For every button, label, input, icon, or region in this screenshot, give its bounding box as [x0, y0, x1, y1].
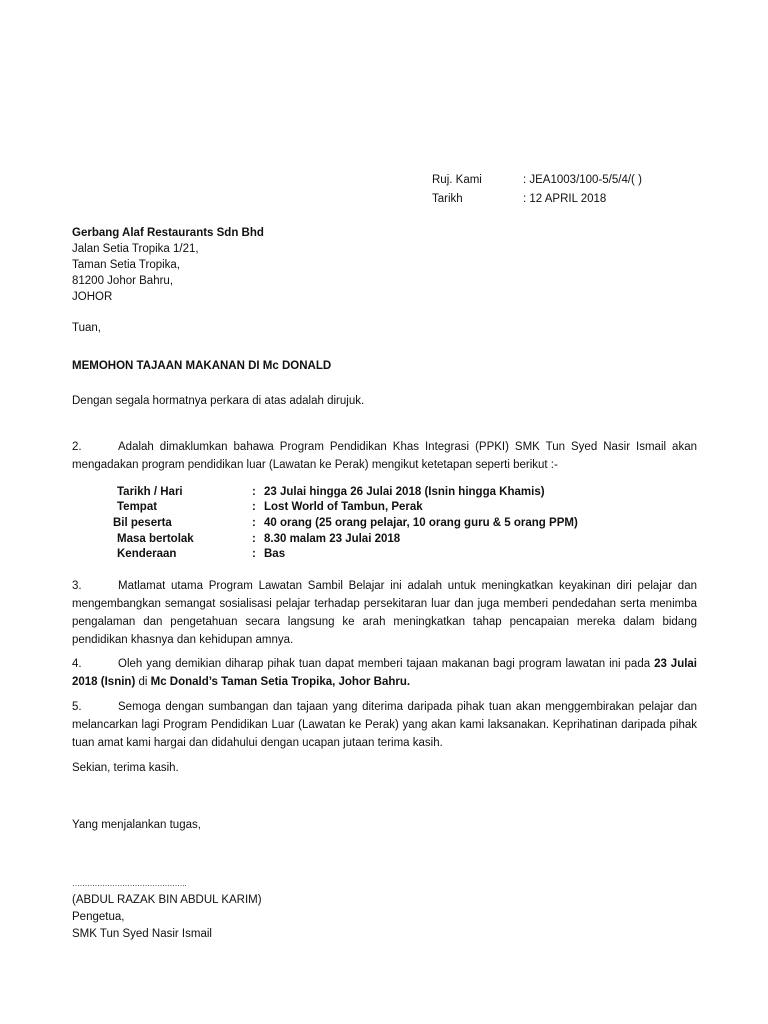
recipient-address-line: Jalan Setia Tropika 1/21,: [72, 243, 199, 255]
paragraph-3: [72, 577, 697, 649]
detail-label: Kenderaan: [117, 548, 177, 560]
detail-separator: :: [252, 548, 256, 560]
paragraph-4: [72, 655, 697, 691]
paragraph-number: 3.: [72, 580, 82, 592]
paragraph-text: Adalah dimaklumkan bahawa Program Pendidikan Khas Integrasi (PPKI) SMK Tun Syed Nasir Ismail akan mengadakan program pendidikan luar (Lawatan ke Perak) mengikut ketetapan seperti berikut :-: [72, 441, 697, 471]
event-date: 23 Julai 2018 (Isnin): [72, 658, 698, 688]
intro-paragraph: Dengan segala hormatnya perkara di atas adalah dirujuk.: [72, 395, 365, 407]
paragraph-number: 5.: [72, 701, 82, 713]
paragraph-text: Semoga dengan sumbangan dan tajaan yang diterima daripada pihak tuan akan menggembirakan pelajar dan melancarkan lagi Program Pendidikan Luar (Lawatan ke Perak) yang akan kami laksanakan. Keprihatinan daripada pihak tuan amat kami hargai dan didahului dengan ucapan jutaan terima kasih.: [72, 701, 697, 749]
detail-value: Bas: [264, 548, 286, 560]
paragraph-number: 4.: [72, 658, 82, 670]
ref-label: Ruj. Kami: [432, 174, 482, 186]
detail-value: 8.30 malam 23 Julai 2018: [264, 533, 401, 545]
recipient-address-line: JOHOR: [72, 291, 113, 303]
detail-row: [113, 515, 578, 531]
detail-separator: :: [252, 501, 256, 513]
salutation: Tuan,: [72, 322, 101, 334]
ref-value: : JEA1003/100-5/5/4/( ): [523, 174, 642, 186]
closing-line: Sekian, terima kasih.: [72, 762, 179, 774]
detail-separator: :: [252, 486, 256, 498]
letter-subject: MEMOHON TAJAAN MAKANAN DI Mc DONALD: [72, 360, 332, 372]
recipient-company: Gerbang Alaf Restaurants Sdn Bhd: [72, 227, 264, 239]
date-label: Tarikh: [432, 193, 463, 205]
paragraph-text: di: [135, 676, 151, 688]
signature-dotted-line: ……………………………………….: [72, 879, 187, 888]
detail-label: Tempat: [117, 501, 158, 513]
signatory-school: SMK Tun Syed Nasir Ismail: [72, 928, 212, 940]
detail-separator: :: [252, 517, 256, 529]
recipient-address-line: Taman Setia Tropika,: [72, 259, 181, 271]
signoff-line: Yang menjalankan tugas,: [72, 819, 201, 831]
detail-separator: :: [252, 533, 256, 545]
paragraph-number: 2.: [72, 441, 82, 453]
detail-label: Tarikh / Hari: [117, 486, 183, 498]
event-venue: Mc Donald’s Taman Setia Tropika, Johor Bahru.: [150, 676, 411, 688]
detail-row: [117, 546, 285, 562]
signatory-title: Pengetua,: [72, 911, 125, 923]
paragraph-text: Oleh yang demikian diharap pihak tuan dapat memberi tajaan makanan bagi program lawatan ini pada: [118, 658, 655, 670]
signatory-name: (ABDUL RAZAK BIN ABDUL KARIM): [72, 894, 262, 906]
paragraph-2: [72, 438, 697, 474]
detail-label: Masa bertolak: [117, 533, 194, 545]
detail-value: Lost World of Tambun, Perak: [264, 501, 423, 513]
detail-value: 40 orang (25 orang pelajar, 10 orang guru & 5 orang PPM): [264, 517, 578, 529]
detail-row: [117, 531, 400, 547]
paragraph-5: [72, 698, 697, 752]
detail-row: [117, 499, 423, 515]
detail-row: [117, 484, 545, 500]
detail-value: 23 Julai hingga 26 Julai 2018 (Isnin hingga Khamis): [264, 486, 545, 498]
paragraph-text: Matlamat utama Program Lawatan Sambil Belajar ini adalah untuk meningkatkan keyakinan diri pelajar dan mengembangkan semangat sosialisasi pelajar terhadap persekitaran luar dan juga memberi pendedahan serta menimba pengalaman dan pengetahuan secara langsung ke arah meningkatkan tahap pencapaian mereka dalam bidang pendidikan khasnya dan kehidupan amnya.: [72, 580, 697, 646]
detail-label: Bil peserta: [113, 517, 172, 529]
recipient-address-line: 81200 Johor Bahru,: [72, 275, 174, 287]
date-value: : 12 APRIL 2018: [523, 193, 607, 205]
